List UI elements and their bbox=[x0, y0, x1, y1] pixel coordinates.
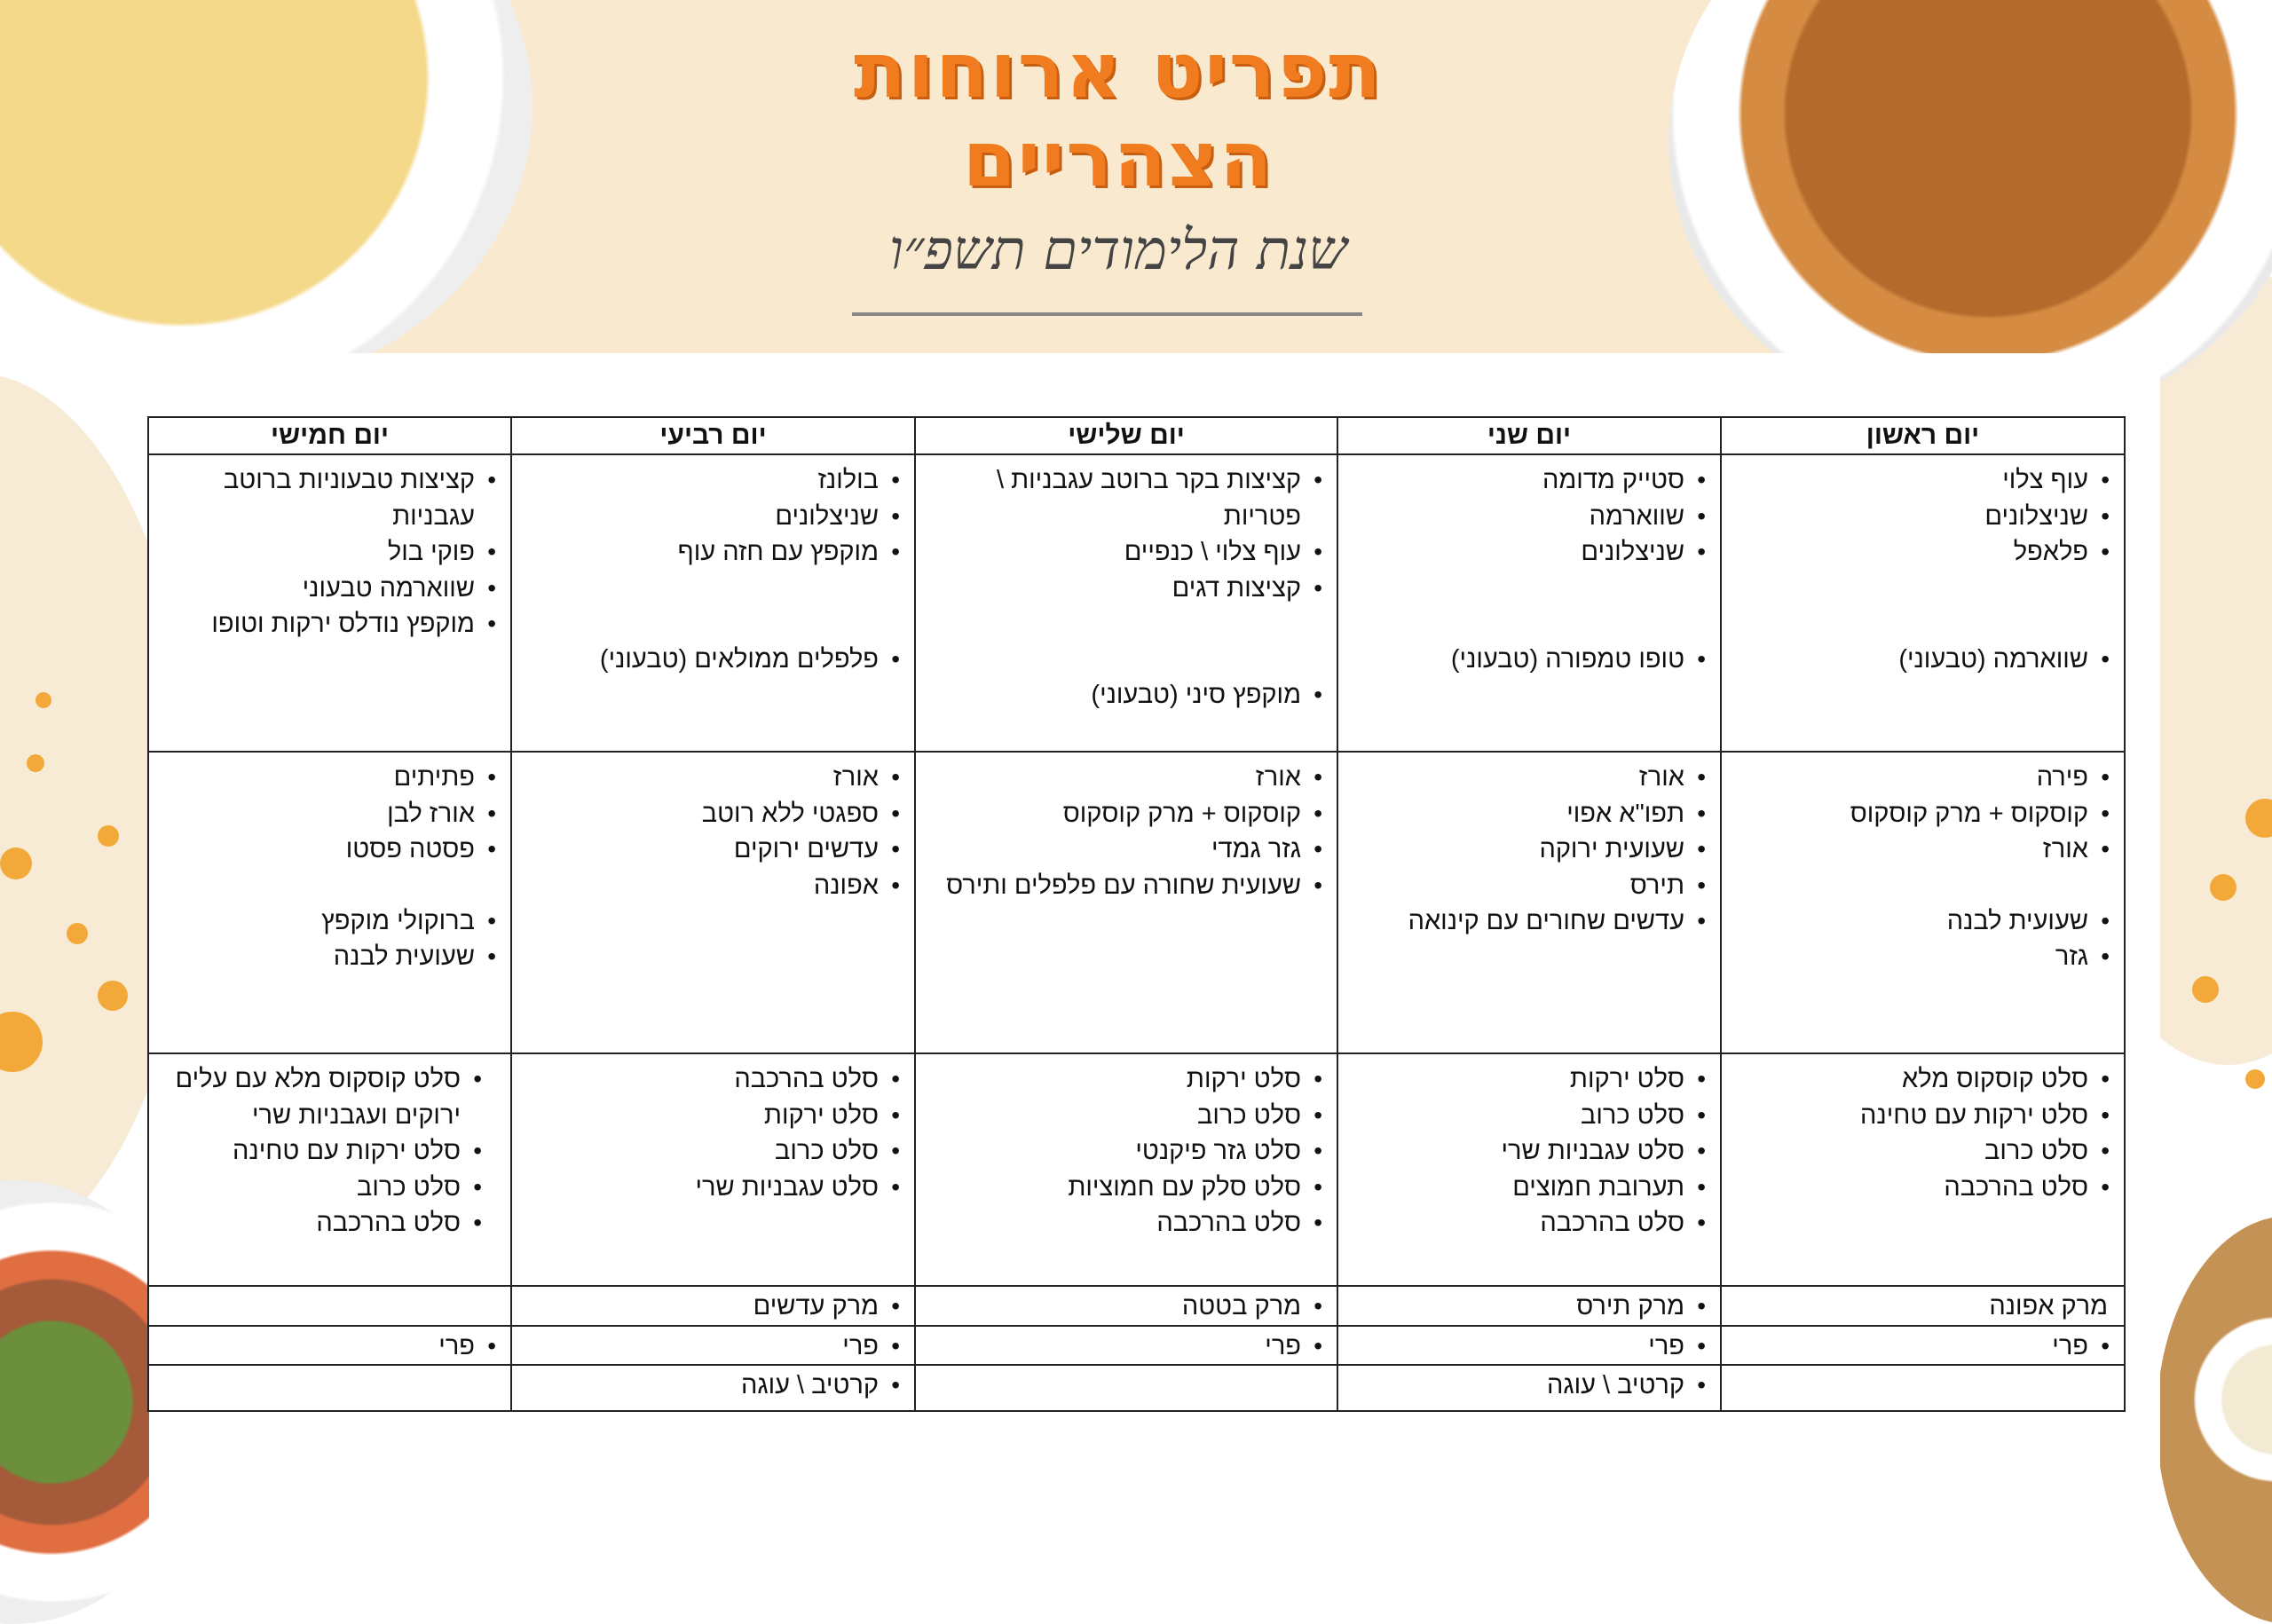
menu-item: • סלט כרוב bbox=[162, 1170, 484, 1206]
menu-item: • סלט ירקות עם טחינה bbox=[162, 1133, 484, 1170]
menu-item: • סלט ירקות עם טחינה bbox=[1734, 1098, 2111, 1134]
menu-item: • סלט עגבניות שרי bbox=[525, 1170, 902, 1206]
menu-item: • עוף צלוי bbox=[1734, 462, 2111, 499]
menu-item: • סלט כרוב bbox=[928, 1098, 1324, 1134]
menu-item: • עוף צלוי \ כנפיים bbox=[928, 534, 1324, 571]
day-header: יום שלישי bbox=[915, 417, 1337, 454]
decor-dot bbox=[0, 847, 32, 879]
menu-item: • קציצות טבעוניות ברוטב עגבניות bbox=[162, 462, 498, 534]
menu-cell bbox=[915, 454, 1337, 752]
menu-cell bbox=[1337, 1326, 1721, 1366]
menu-cell bbox=[915, 1286, 1337, 1326]
menu-item: • פתיתים bbox=[162, 760, 498, 796]
menu-cell bbox=[511, 1365, 915, 1411]
menu-item: • גזר bbox=[1734, 939, 2111, 975]
menu-cell bbox=[511, 752, 915, 1053]
menu-item: • פלאפל bbox=[1734, 534, 2111, 571]
side-dishes-row bbox=[148, 752, 2125, 1053]
menu-item: • קוסקוס + מרק קוסקוס bbox=[928, 796, 1324, 832]
main-dishes-row bbox=[148, 454, 2125, 752]
menu-cell bbox=[1721, 752, 2125, 1053]
menu-item: • סלט כרוב bbox=[525, 1133, 902, 1170]
menu-item: • שעועית שחורה עם פלפלים ותירס bbox=[928, 868, 1324, 904]
menu-cell bbox=[1337, 454, 1721, 752]
title-line-1: תפריט ארוחות bbox=[853, 27, 1384, 115]
menu-cell bbox=[148, 454, 511, 752]
menu-item: • ספגטי ללא רוטב bbox=[525, 796, 902, 832]
menu-item: • סלט בהרכבה bbox=[525, 1061, 902, 1098]
menu-item: • פסטה פסטו bbox=[162, 832, 498, 868]
menu-item: • קרטיב \ עוגה bbox=[1351, 1368, 1708, 1404]
menu-cell bbox=[148, 1365, 511, 1411]
menu-item: • סלט כרוב bbox=[1351, 1098, 1708, 1134]
dip-bowls-image bbox=[2157, 1216, 2272, 1624]
day-header: יום רביעי bbox=[511, 417, 915, 454]
menu-cell bbox=[511, 1326, 915, 1366]
subtitle: שנת הלימודים תשפ״ו bbox=[888, 217, 1348, 282]
menu-item: • עדשים ירוקים bbox=[525, 832, 902, 868]
menu-item: • שווארמה טבעוני bbox=[162, 571, 498, 607]
menu-cell bbox=[915, 1365, 1337, 1411]
menu-cell bbox=[1337, 1365, 1721, 1411]
menu-cell bbox=[1721, 1053, 2125, 1286]
decor-dot bbox=[98, 825, 119, 847]
menu-item: • פרי bbox=[1351, 1328, 1708, 1365]
menu-item: • פירה bbox=[1734, 760, 2111, 796]
dessert-row bbox=[148, 1365, 2125, 1411]
menu-item: • סלט בהרכבה bbox=[162, 1205, 484, 1242]
menu-item: • אורז bbox=[525, 760, 902, 796]
decor-dot bbox=[2192, 976, 2219, 1003]
menu-item: • שעועית לבנה bbox=[162, 939, 498, 975]
menu-item: • טופו טמפורה (טבעוני) bbox=[1351, 642, 1708, 678]
menu-item: • סלט ירקות bbox=[928, 1061, 1324, 1098]
menu-item: • קוסקוס + מרק קוסקוס bbox=[1734, 796, 2111, 832]
day-header: יום שני bbox=[1337, 417, 1721, 454]
menu-item: • סלט סלק עם חמוציות bbox=[928, 1170, 1324, 1206]
menu-cell bbox=[148, 1053, 511, 1286]
day-header: יום ראשון bbox=[1721, 417, 2125, 454]
menu-item: • תפו"א אפוי bbox=[1351, 796, 1708, 832]
title-block bbox=[754, 27, 1482, 286]
menu-cell bbox=[915, 752, 1337, 1053]
menu-item: • סלט בהרכבה bbox=[928, 1205, 1324, 1242]
decor-dot bbox=[36, 692, 51, 708]
decor-dot bbox=[2210, 874, 2236, 901]
menu-cell bbox=[1721, 1286, 2125, 1326]
menu-cell bbox=[915, 1326, 1337, 1366]
menu-item: • שניצלונים bbox=[1734, 499, 2111, 535]
menu-item: • סלט כרוב bbox=[1734, 1133, 2111, 1170]
day-header-row bbox=[148, 417, 2125, 454]
menu-item: • פרי bbox=[928, 1328, 1324, 1365]
menu-item: • סלט גזר פיקנטי bbox=[928, 1133, 1324, 1170]
menu-item: • אורז bbox=[1734, 832, 2111, 868]
menu-item: • פרי bbox=[162, 1328, 498, 1365]
menu-item: • שעועית ירוקה bbox=[1351, 832, 1708, 868]
menu-item: • ברוקולי מוקפץ bbox=[162, 903, 498, 940]
menu-item: • שווארמה bbox=[1351, 499, 1708, 535]
menu-item: • סלט קוסקוס מלא עם עלים ירוקים ועגבניות שרי bbox=[162, 1061, 484, 1133]
menu-cell bbox=[511, 1286, 915, 1326]
menu-item: • סלט ירקות bbox=[525, 1098, 902, 1134]
decor-dot bbox=[67, 923, 88, 944]
lunch-menu-table bbox=[147, 416, 2126, 1412]
menu-item: • שווארמה (טבעוני) bbox=[1734, 642, 2111, 678]
menu-item: • קציצות דגים bbox=[928, 571, 1324, 607]
soup-row bbox=[148, 1286, 2125, 1326]
salads-row bbox=[148, 1053, 2125, 1286]
menu-cell bbox=[1337, 1286, 1721, 1326]
menu-item: מרק אפונה bbox=[1989, 1292, 2108, 1320]
menu-item: • אפונה bbox=[525, 868, 902, 904]
menu-cell bbox=[511, 454, 915, 752]
menu-item: • גזר גמדי bbox=[928, 832, 1324, 868]
menu-item: • אורז לבן bbox=[162, 796, 498, 832]
menu-item: • פלפלים ממולאים (טבעוני) bbox=[525, 642, 902, 678]
menu-item: • מוקפץ עם חזה עוף bbox=[525, 534, 902, 571]
menu-item: • מרק תירס bbox=[1351, 1289, 1708, 1325]
menu-item: • פרי bbox=[1734, 1328, 2111, 1365]
menu-item: • סטייק מדומה bbox=[1351, 462, 1708, 499]
menu-item: • סלט בהרכבה bbox=[1734, 1170, 2111, 1206]
title-line-2: הצהריים bbox=[962, 115, 1274, 204]
fruit-row bbox=[148, 1326, 2125, 1366]
menu-item: • מוקפץ נודלס ירקות וטופו bbox=[162, 606, 498, 643]
menu-item: • מרק בטטה bbox=[928, 1289, 1324, 1325]
menu-item: • תירס bbox=[1351, 868, 1708, 904]
decor-dot bbox=[2245, 1069, 2265, 1089]
menu-item: • סלט קוסקוס מלא bbox=[1734, 1061, 2111, 1098]
menu-item: • בולונז bbox=[525, 462, 902, 499]
menu-cell bbox=[1721, 1365, 2125, 1411]
menu-item: • שניצלונים bbox=[525, 499, 902, 535]
menu-cell bbox=[915, 1053, 1337, 1286]
decor-dot bbox=[27, 754, 44, 772]
menu-item: • סלט בהרכבה bbox=[1351, 1205, 1708, 1242]
menu-item: • מרק עדשים bbox=[525, 1289, 902, 1325]
menu-item: • קרטיב \ עוגה bbox=[525, 1368, 902, 1404]
menu-item: • סלט ירקות bbox=[1351, 1061, 1708, 1098]
menu-item: • אורז bbox=[1351, 760, 1708, 796]
menu-cell bbox=[1337, 752, 1721, 1053]
menu-cell bbox=[511, 1053, 915, 1286]
menu-item: • שניצלונים bbox=[1351, 534, 1708, 571]
menu-item: • סלט עגבניות שרי bbox=[1351, 1133, 1708, 1170]
menu-cell bbox=[1721, 1326, 2125, 1366]
menu-item: • עדשים שחורים עם קינואה bbox=[1351, 903, 1708, 940]
menu-item: • שעועית לבנה bbox=[1734, 903, 2111, 940]
menu-item: • אורז bbox=[928, 760, 1324, 796]
menu-item: • פרי bbox=[525, 1328, 902, 1365]
menu-item: • קציצות בקר ברוטב עגבניות \ פטריות bbox=[928, 462, 1324, 534]
day-header: יום חמישי bbox=[148, 417, 511, 454]
menu-cell bbox=[1337, 1053, 1721, 1286]
menu-cell bbox=[1721, 454, 2125, 752]
menu-cell bbox=[148, 1326, 511, 1366]
decor-dot bbox=[98, 981, 128, 1011]
menu-cell bbox=[148, 1286, 511, 1326]
title-underline bbox=[852, 312, 1362, 316]
menu-cell bbox=[148, 752, 511, 1053]
menu-item: • תערובת חמוצים bbox=[1351, 1170, 1708, 1206]
menu-item: • פוקי בול bbox=[162, 534, 498, 571]
menu-item: • מוקפץ סיני (טבעוני) bbox=[928, 677, 1324, 713]
